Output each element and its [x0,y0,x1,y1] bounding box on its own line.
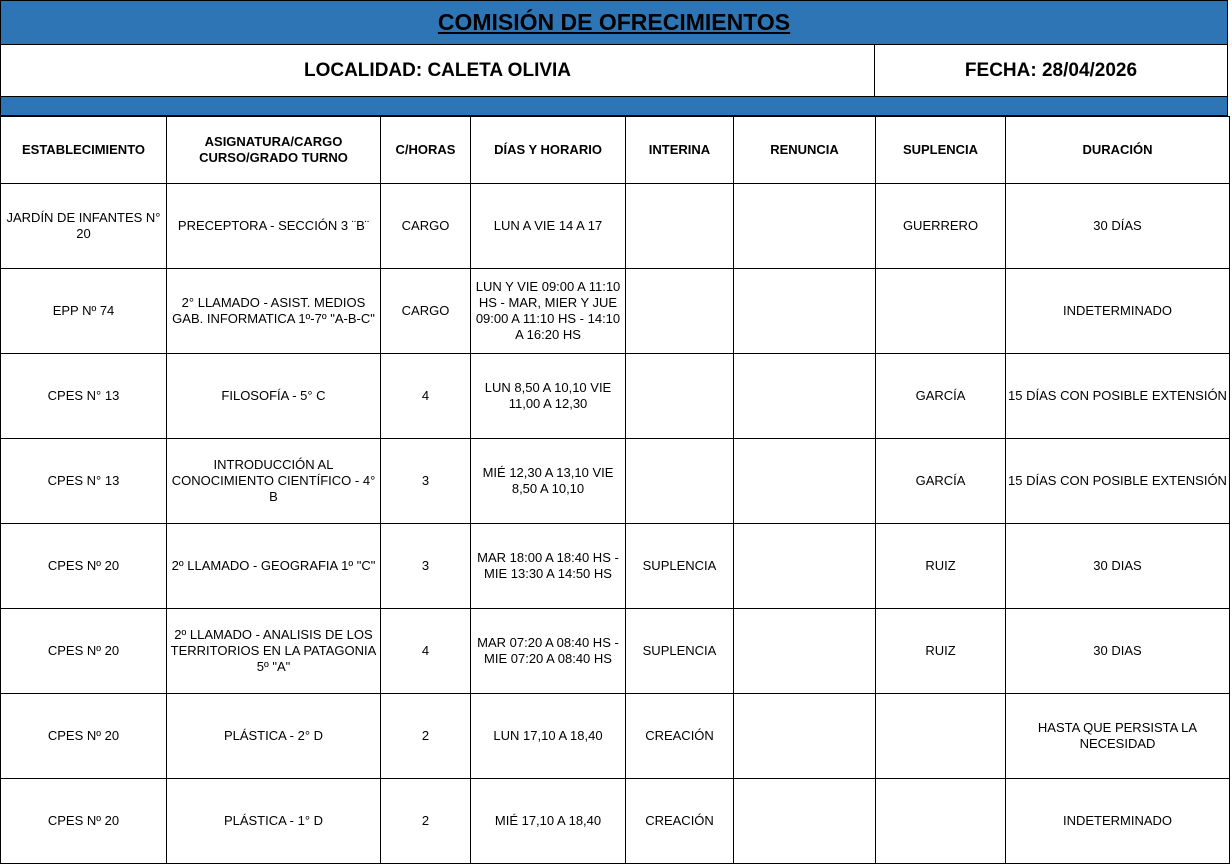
cell-duracion: INDETERMINADO [1006,779,1230,864]
cell-horas: 4 [381,609,471,694]
info-row [0,45,1228,97]
separator-band [0,97,1228,116]
col-header-interina: INTERINA [626,117,734,184]
cell-interina: SUPLENCIA [626,609,734,694]
table-row [1,269,1230,354]
cell-horas: 3 [381,524,471,609]
col-header-renuncia: RENUNCIA [734,117,876,184]
cell-duracion: 30 DIAS [1006,524,1230,609]
cell-suplencia: RUIZ [876,524,1006,609]
cell-renuncia [734,524,876,609]
cell-renuncia [734,354,876,439]
cell-establecimiento: CPES Nº 20 [1,779,167,864]
cell-asignatura: 2º LLAMADO - ANALISIS DE LOS TERRITORIOS EN LA PATAGONIA 5º "A" [167,609,381,694]
cell-establecimiento: CPES Nº 20 [1,524,167,609]
cell-establecimiento: EPP Nº 74 [1,269,167,354]
cell-asignatura: 2º LLAMADO - GEOGRAFIA 1º "C" [167,524,381,609]
cell-establecimiento: CPES Nº 20 [1,609,167,694]
cell-interina: SUPLENCIA [626,524,734,609]
cell-horario: LUN Y VIE 09:00 A 11:10 HS - MAR, MIER Y JUE 09:00 A 11:10 HS - 14:10 A 16:20 HS [471,269,626,354]
table-row [1,779,1230,864]
cell-suplencia: RUIZ [876,609,1006,694]
page-title: COMISIÓN DE OFRECIMIENTOS [437,9,791,35]
col-header-suplencia: SUPLENCIA [876,117,1006,184]
col-header-horas: C/HORAS [381,117,471,184]
table-row [1,609,1230,694]
cell-horario: LUN A VIE 14 A 17 [471,184,626,269]
cell-horario: LUN 17,10 A 18,40 [471,694,626,779]
date-label: FECHA: 28/04/2026 [875,45,1228,97]
cell-establecimiento: CPES N° 13 [1,354,167,439]
cell-suplencia [876,779,1006,864]
cell-renuncia [734,184,876,269]
table-header-row [1,117,1230,184]
cell-asignatura: FILOSOFÍA - 5° C [167,354,381,439]
cell-renuncia [734,779,876,864]
cell-asignatura: PLÁSTICA - 2° D [167,694,381,779]
table-row [1,694,1230,779]
cell-establecimiento: CPES N° 13 [1,439,167,524]
cell-suplencia: GARCÍA [876,354,1006,439]
col-header-asignatura: ASIGNATURA/CARGO CURSO/GRADO TURNO [167,117,381,184]
cell-duracion: 30 DIAS [1006,609,1230,694]
cell-horas: 3 [381,439,471,524]
cell-interina [626,354,734,439]
cell-asignatura: PRECEPTORA - SECCIÓN 3 ¨B¨ [167,184,381,269]
table-row [1,184,1230,269]
cell-renuncia [734,269,876,354]
table-row [1,439,1230,524]
table-row [1,524,1230,609]
cell-renuncia [734,609,876,694]
cell-horas: CARGO [381,184,471,269]
cell-horas: CARGO [381,269,471,354]
cell-interina: CREACIÓN [626,694,734,779]
cell-interina: CREACIÓN [626,779,734,864]
cell-duracion: HASTA QUE PERSISTA LA NECESIDAD [1006,694,1230,779]
offers-table [0,116,1230,864]
cell-horario: MAR 07:20 A 08:40 HS - MIE 07:20 A 08:40 HS [471,609,626,694]
cell-duracion: 15 DÍAS CON POSIBLE EXTENSIÓN [1006,439,1230,524]
cell-asignatura: 2° LLAMADO - ASIST. MEDIOS GAB. INFORMATICA 1º-7º "A-B-C" [167,269,381,354]
cell-duracion: INDETERMINADO [1006,269,1230,354]
cell-interina [626,269,734,354]
cell-asignatura: PLÁSTICA - 1° D [167,779,381,864]
cell-suplencia [876,269,1006,354]
col-header-establecimiento: ESTABLECIMIENTO [1,117,167,184]
cell-horas: 2 [381,779,471,864]
cell-suplencia: GARCÍA [876,439,1006,524]
cell-horas: 4 [381,354,471,439]
cell-interina [626,184,734,269]
cell-suplencia [876,694,1006,779]
cell-horario: MIÉ 12,30 A 13,10 VIE 8,50 A 10,10 [471,439,626,524]
title-bar [0,0,1228,45]
table-row [1,354,1230,439]
cell-suplencia: GUERRERO [876,184,1006,269]
cell-horario: MAR 18:00 A 18:40 HS - MIE 13:30 A 14:50 HS [471,524,626,609]
cell-renuncia [734,694,876,779]
cell-asignatura: INTRODUCCIÓN AL CONOCIMIENTO CIENTÍFICO - 4° B [167,439,381,524]
cell-duracion: 30 DÍAS [1006,184,1230,269]
cell-renuncia [734,439,876,524]
table-body [1,184,1230,864]
cell-duracion: 15 DÍAS CON POSIBLE EXTENSIÓN [1006,354,1230,439]
cell-horas: 2 [381,694,471,779]
cell-establecimiento: CPES Nº 20 [1,694,167,779]
cell-horario: LUN 8,50 A 10,10 VIE 11,00 A 12,30 [471,354,626,439]
cell-horario: MIÉ 17,10 A 18,40 [471,779,626,864]
cell-interina [626,439,734,524]
col-header-duracion: DURACIÓN [1006,117,1230,184]
locality-label: LOCALIDAD: CALETA OLIVIA [0,45,875,97]
cell-establecimiento: JARDÍN DE INFANTES N° 20 [1,184,167,269]
col-header-horario: DÍAS Y HORARIO [471,117,626,184]
